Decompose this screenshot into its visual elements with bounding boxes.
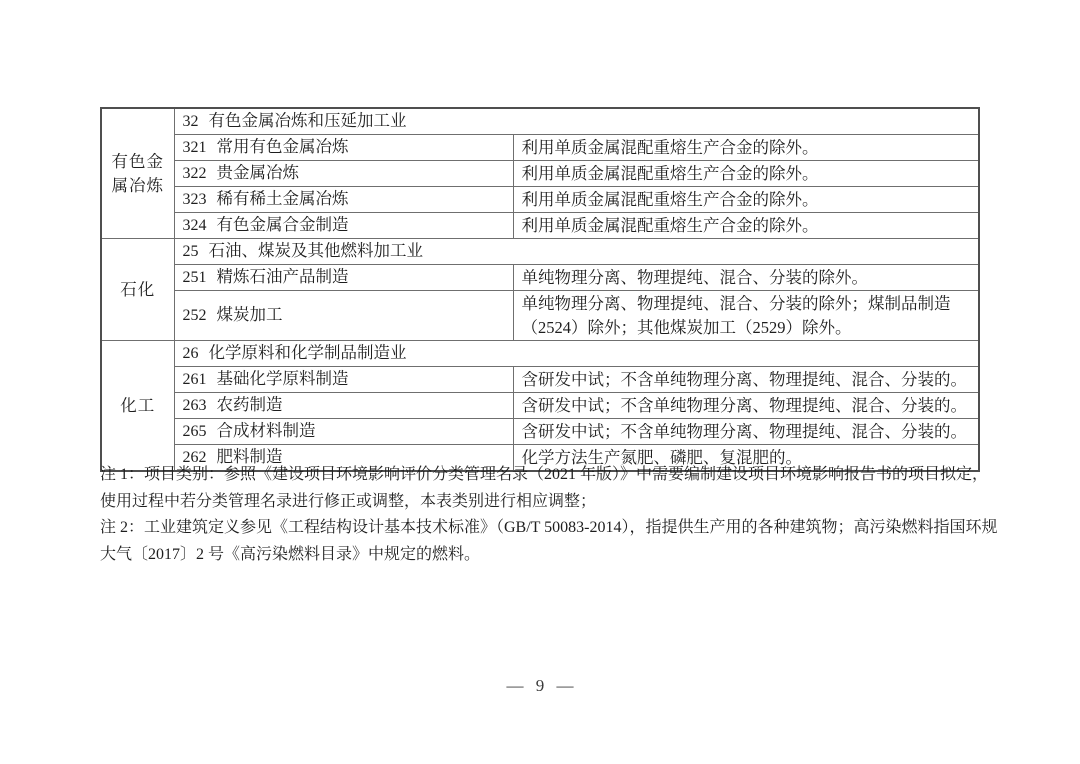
table-row (101, 419, 979, 445)
table-row (101, 341, 979, 367)
industry-code: 321 (182, 139, 207, 156)
industry-cell (174, 161, 513, 187)
industry-name: 有色金属冶炼和压延加工业 (208, 111, 407, 130)
industry-cell (174, 393, 513, 419)
industry-cell (174, 135, 513, 161)
industry-code: 32 (182, 113, 199, 130)
industry-cell (174, 367, 513, 393)
industry-group-cell (174, 239, 979, 265)
page-number: — 9 — (506, 676, 574, 695)
table-row (101, 135, 979, 161)
exception-cell: 利用单质金属混配重熔生产合金的除外。 (513, 187, 979, 213)
table-row (101, 239, 979, 265)
industry-name: 有色金属合金制造 (216, 215, 349, 234)
exception-cell: 单纯物理分离、物理提纯、混合、分装的除外。 (513, 265, 979, 291)
industry-name: 肥料制造 (216, 447, 283, 466)
category-label: 化工 (120, 395, 156, 415)
industry-code: 252 (182, 307, 207, 324)
industry-name: 常用有色金属冶炼 (216, 137, 349, 156)
footnote-1: 注 1：项目类别：参照《建设项目环境影响评价分类管理名录（2021 年版）》中需要编制建设项目环境影响报告书的项目拟定，使用过程中若分类管理名录进行修正或调整，本表类别进行相应调整； (100, 466, 989, 510)
exception-cell: 利用单质金属混配重熔生产合金的除外。 (513, 161, 979, 187)
table-row (101, 367, 979, 393)
industry-code: 251 (182, 269, 207, 286)
industry-classification-table (100, 107, 980, 472)
table-row (101, 108, 979, 135)
category-label: 有色金属冶炼 (111, 151, 164, 195)
table-row (101, 291, 979, 341)
exception-cell: 含研发中试；不含单纯物理分离、物理提纯、混合、分装的。 (513, 393, 979, 419)
footnote-2: 注 2：工业建筑定义参见《工程结构设计基本技术标准》（GB/T 50083-2014），指提供生产用的各种建筑物；高污染燃料指国环规大气〔2017〕2 号《高污染燃料目录》中规定的燃料。 (100, 519, 998, 563)
exception-cell: 化学方法生产氮肥、磷肥、复混肥的。 (513, 445, 979, 472)
industry-cell (174, 187, 513, 213)
industry-code: 323 (182, 191, 207, 208)
industry-code: 25 (182, 243, 199, 260)
industry-cell (174, 213, 513, 239)
industry-code: 262 (182, 449, 207, 466)
category-cell (101, 108, 174, 239)
industry-code: 265 (182, 423, 207, 440)
industry-group-cell (174, 341, 979, 367)
exception-cell: 含研发中试；不含单纯物理分离、物理提纯、混合、分装的。 (513, 419, 979, 445)
table-row (101, 265, 979, 291)
industry-code: 324 (182, 217, 207, 234)
exception-cell: 含研发中试；不含单纯物理分离、物理提纯、混合、分装的。 (513, 367, 979, 393)
industry-cell (174, 419, 513, 445)
table-row (101, 213, 979, 239)
industry-name: 石油、煤炭及其他燃料加工业 (208, 241, 423, 260)
industry-code: 263 (182, 397, 207, 414)
industry-name: 农药制造 (216, 395, 283, 414)
industry-name: 贵金属冶炼 (216, 163, 299, 182)
industry-code: 261 (182, 371, 207, 388)
industry-name: 精炼石油产品制造 (216, 267, 349, 286)
table-row (101, 161, 979, 187)
exception-cell: 利用单质金属混配重熔生产合金的除外。 (513, 135, 979, 161)
industry-name: 基础化学原料制造 (216, 369, 349, 388)
table-row (101, 187, 979, 213)
industry-code: 26 (182, 345, 199, 362)
table-row (101, 393, 979, 419)
industry-code: 322 (182, 165, 207, 182)
industry-name: 稀有稀土金属冶炼 (216, 189, 349, 208)
industry-group-cell (174, 108, 979, 135)
exception-cell: 单纯物理分离、物理提纯、混合、分装的除外；煤制品制造（2524）除外；其他煤炭加工（2529）除外。 (513, 291, 979, 341)
category-cell (101, 239, 174, 341)
industry-name: 煤炭加工 (216, 305, 283, 324)
industry-name: 化学原料和化学制品制造业 (208, 343, 407, 362)
industry-cell (174, 265, 513, 291)
category-cell (101, 341, 174, 472)
category-label: 石化 (120, 279, 156, 299)
footnotes (100, 462, 1002, 568)
industry-cell (174, 291, 513, 341)
industry-name: 合成材料制造 (216, 421, 316, 440)
exception-cell: 利用单质金属混配重熔生产合金的除外。 (513, 213, 979, 239)
